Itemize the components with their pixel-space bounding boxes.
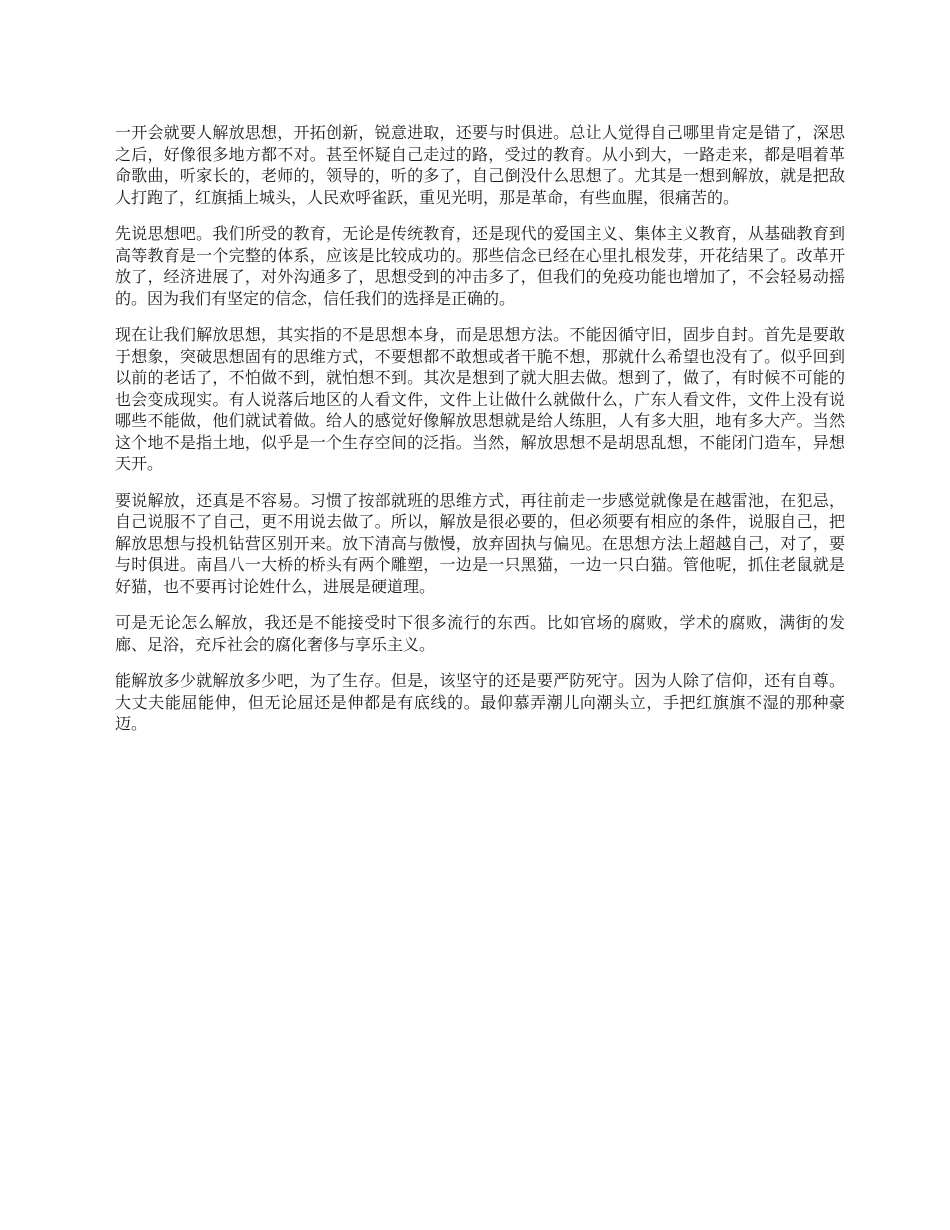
- document-body: [115, 122, 845, 750]
- paragraph-6: 能解放多少就解放多少吧，为了生存。但是，该坚守的还是要严防死守。因为人除了信仰，还有自尊。大丈夫能屈能伸，但无论屈还是伸都是有底线的。最仰慕弄潮儿向潮头立，手把红旗旗不湿的那种豪迈。: [115, 671, 845, 733]
- paragraph-3: 现在让我们解放思想，其实指的不是思想本身，而是思想方法。不能因循守旧，固步自封。首先是要敢于想象，突破思想固有的思维方式，不要想都不敢想或者干脆不想，那就什么希望也没有了。似乎回到以前的老话了，不怕做不到，就怕想不到。其次是想到了就大胆去做。想到了，做了，有时候不可能的也会变成现实。有人说落后地区的人看文件，文件上让做什么就做什么，广东人看文件，文件上没有说哪些不能做，他们就试着做。给人的感觉好像解放思想就是给人练胆，人有多大胆，地有多大产。当然这个地不是指土地，似乎是一个生存空间的泛指。当然，解放思想不是胡思乱想，不能闭门造车，异想天开。: [115, 325, 845, 473]
- paragraph-5: 可是无论怎么解放，我还是不能接受时下很多流行的东西。比如官场的腐败，学术的腐败，满街的发廊、足浴，充斥社会的腐化奢侈与享乐主义。: [115, 613, 845, 654]
- paragraph-2: 先说思想吧。我们所受的教育，无论是传统教育，还是现代的爱国主义、集体主义教育，从基础教育到高等教育是一个完整的体系，应该是比较成功的。那些信念已经在心里扎根发芽，开花结果了。改革开放了，经济进展了，对外沟通多了，思想受到的冲击多了，但我们的免疫功能也增加了，不会轻易动摇的。因为我们有坚定的信念，信任我们的选择是正确的。: [115, 224, 845, 308]
- paragraph-1: 一开会就要人解放思想，开拓创新，锐意进取，还要与时俱进。总让人觉得自己哪里肯定是错了，深思之后，好像很多地方都不对。甚至怀疑自己走过的路，受过的教育。从小到大，一路走来，都是唱着革命歌曲，听家长的，老师的，领导的，听的多了，自己倒没什么思想了。尤其是一想到解放，就是把敌人打跑了，红旗插上城头，人民欢呼雀跃，重见光明，那是革命，有些血腥，很痛苦的。: [115, 123, 845, 207]
- paragraph-4: 要说解放，还真是不容易。习惯了按部就班的思维方式，再往前走一步感觉就像是在越雷池，在犯忌，自己说服不了自己，更不用说去做了。所以，解放是很必要的，但必须要有相应的条件，说服自己，把解放思想与投机钻营区别开来。放下清高与傲慢，放弃固执与偏见。在思想方法上超越自己，对了，要与时俱进。南昌八一大桥的桥头有两个雕塑，一边是一只黑猫，一边一只白猫。管他呢，抓住老鼠就是好猫，也不要再讨论姓什么，进展是硬道理。: [115, 490, 845, 596]
